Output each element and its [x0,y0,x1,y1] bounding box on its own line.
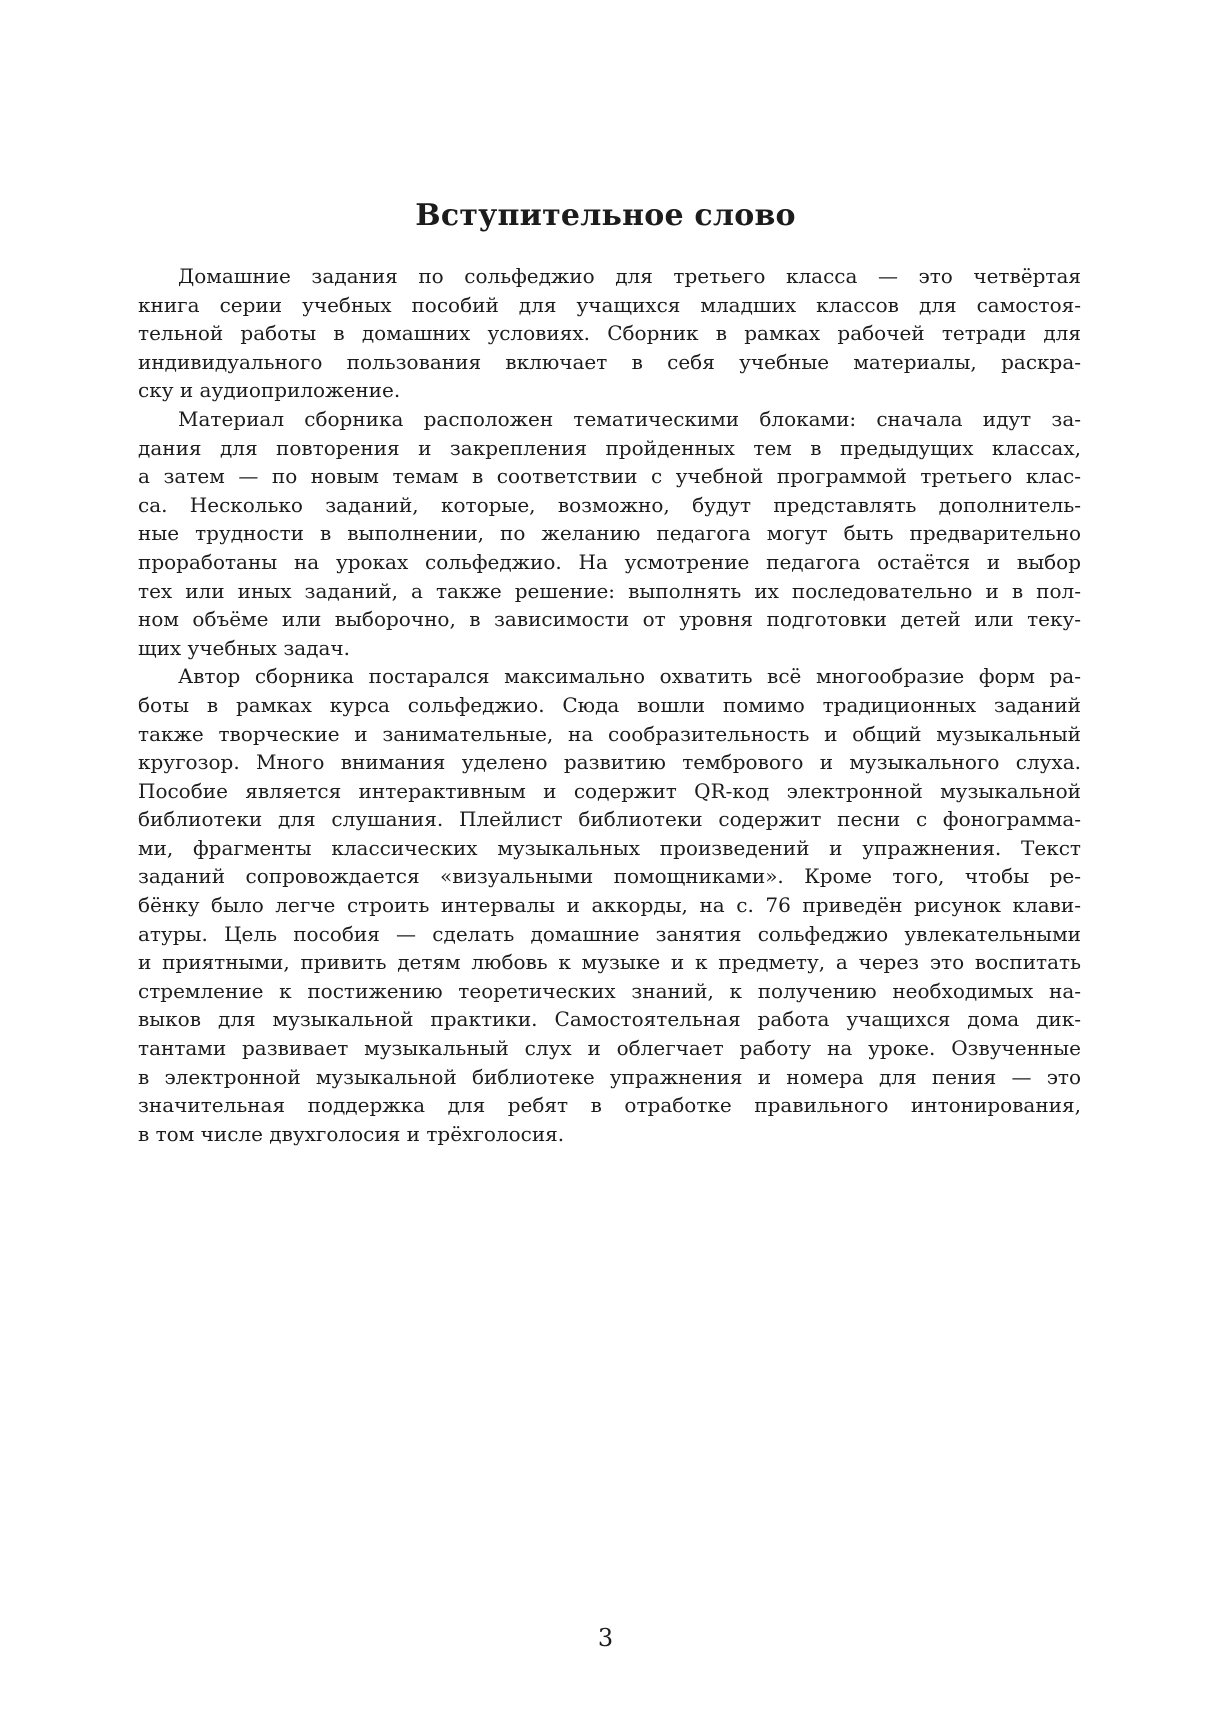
text-line: атуры. Цель пособия — сделать домашние занятия сольфеджио увлекательными [138,921,1081,946]
text-line: тех или иных заданий, а также решение: выполнять их последовательно и в пол- [138,578,1081,603]
text-line: ном объёме или выборочно, в зависимости от уровня подготовки детей или теку- [138,607,1081,632]
text-line: дания для повторения и закрепления пройденных тем в предыдущих классах, [138,435,1081,460]
text-line: в электронной музыкальной библиотеке упражнения и номера для пения — это [138,1064,1081,1089]
text-line: книга серии учебных пособий для учащихся младших классов для самостоя- [138,292,1081,317]
text-line: в том числе двухголосия и трёхголосия. [138,1121,565,1146]
text-line: щих учебных задач. [138,635,350,660]
text-line: кругозор. Много внимания уделено развитию тембрового и музыкального слуха. [138,750,1081,775]
text-line: Автор сборника постарался максимально охватить всё многообразие форм ра- [178,664,1081,689]
page-number: 3 [597,1624,614,1652]
text-line: стремление к постижению теоретических знаний, к получению необходимых на- [138,978,1081,1003]
text-line: и приятными, привить детям любовь к музыке и к предмету, а через это воспитать [138,950,1081,975]
text-line: бёнку было легче строить интервалы и аккорды, на с. 76 приведён рисунок клави- [138,893,1081,918]
text-line: индивидуального пользования включает в себя учебные материалы, раскра- [138,349,1081,374]
text-line: также творческие и занимательные, на сообразительность и общий музыкальный [138,721,1081,746]
text-line: значительная поддержка для ребят в отработке правильного интонирования, [138,1093,1081,1118]
text-line: а затем — по новым темам в соответствии с учебной программой третьего клас- [138,464,1081,489]
text-line: Домашние задания по сольфеджио для третьего класса — это четвёртая [178,264,1081,288]
text-line: Пособие является интерактивным и содержит QR-код электронной музыкальной [138,778,1081,803]
body-text [138,262,1081,1148]
text-line: боты в рамках курса сольфеджио. Сюда вошли помимо традиционных заданий [138,692,1081,717]
text-line: ми, фрагменты классических музыкальных произведений и упражнения. Текст [138,835,1081,860]
text-line: Материал сборника расположен тематическими блоками: сначала идут за- [178,406,1081,431]
text-line: ску и аудиоприложение. [138,378,401,403]
page-title: Вступительное слово [415,198,796,233]
paragraph [138,662,1081,1148]
text-line: выков для музыкальной практики. Самостоятельная работа учащихся дома дик- [138,1007,1081,1032]
text-line: заданий сопровождается «визуальными помощниками». Кроме того, чтобы ре- [138,864,1081,889]
paragraph [138,262,1081,405]
paragraph [138,405,1081,662]
text-line: проработаны на уроках сольфеджио. На усмотрение педагога остаётся и выбор [138,549,1081,574]
text-line: ные трудности в выполнении, по желанию педагога могут быть предварительно [138,521,1081,546]
text-line: тантами развивает музыкальный слух и облегчает работу на уроке. Озвученные [138,1036,1081,1061]
text-line: тельной работы в домашних условиях. Сборник в рамках рабочей тетради для [138,321,1081,346]
text-line: библиотеки для слушания. Плейлист библиотеки содержит песни с фонограмма- [138,807,1081,832]
text-line: са. Несколько заданий, которые, возможно, будут представлять дополнитель- [138,492,1081,517]
